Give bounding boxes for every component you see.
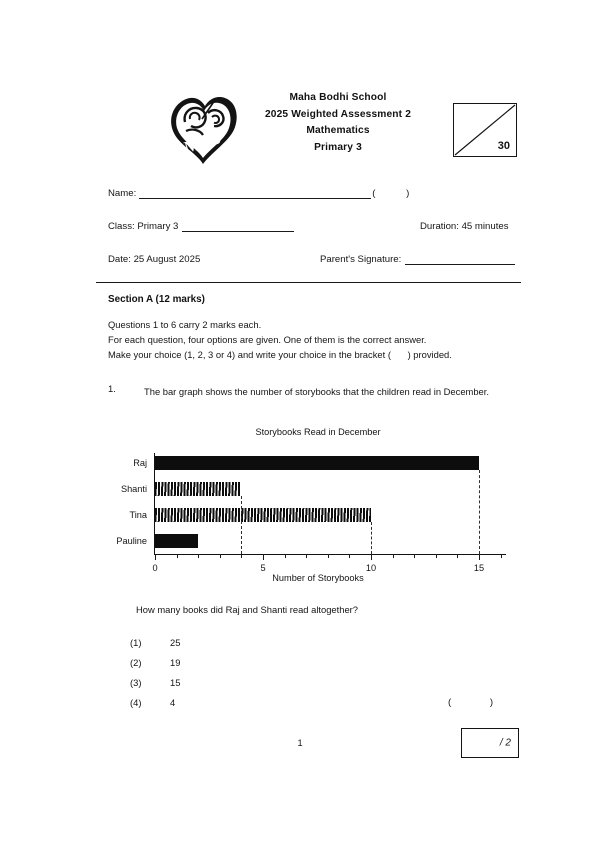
chart-plot-area [116, 453, 500, 573]
option-4-value: 4 [170, 697, 176, 708]
assessment-title: 2025 Weighted Assessment 2 [264, 108, 412, 120]
chart-tick-minor-6 [285, 554, 286, 558]
question-score-box[interactable] [461, 728, 519, 758]
instruction-line-3-before: Make your choice (1, 2, 3 or 4) and write your choice in the bracket ( [108, 349, 391, 361]
total-marks-value: 30 [497, 140, 510, 152]
chart-tick-15 [479, 554, 480, 560]
option-2[interactable] [130, 657, 530, 677]
class-label: Class: Primary 3 [108, 221, 179, 232]
option-2-number: (2) [130, 657, 142, 668]
chart-tick-minor-16 [501, 554, 502, 558]
section-a-title: Section A (12 marks) [108, 294, 205, 305]
chart-tick-minor-14 [457, 554, 458, 558]
instruction-line-3-after: ) provided. [407, 349, 452, 361]
question-1-answer-bracket[interactable]: ( ) [448, 697, 512, 708]
chart-title: Storybooks Read in December [255, 427, 381, 437]
question-1-number: 1. [108, 383, 116, 394]
chart-tick-minor-11 [393, 554, 394, 558]
chart-ticklabel-5: 5 [260, 563, 266, 573]
option-3-value: 15 [170, 677, 181, 688]
chart-bar-label-pauline: Pauline [116, 536, 147, 546]
name-row [108, 188, 423, 199]
school-name: Maha Bodhi School [289, 92, 387, 103]
chart-bar-fill-pauline [155, 534, 198, 548]
school-logo-icon [166, 86, 240, 168]
chart-bar-label-shanti: Shanti [120, 484, 147, 494]
chart-tick-10 [371, 554, 372, 560]
class-row [108, 221, 294, 232]
chart-bar-shanti [120, 482, 241, 496]
svg-text:MBS: MBS [181, 128, 223, 158]
chart-bar-pauline [116, 534, 198, 548]
parent-signature-row [320, 254, 515, 265]
class-input[interactable] [182, 221, 294, 232]
total-marks-box [453, 103, 517, 157]
chart-tick-minor-7 [306, 554, 307, 558]
chart-bar-tina [129, 508, 371, 522]
duration-text: Duration: 45 minutes [420, 221, 509, 232]
instruction-line-2: For each question, four options are given. One of them is the correct answer. [108, 334, 427, 346]
chart-tick-minor-2 [198, 554, 199, 558]
student-particulars [0, 180, 600, 276]
instruction-bracket-gap [391, 349, 408, 360]
subject-name: Mathematics [306, 125, 370, 137]
header-divider [96, 282, 521, 283]
chart-tick-minor-12 [414, 554, 415, 558]
instruction-line-3 [108, 347, 528, 362]
chart-tick-minor-8 [328, 554, 329, 558]
section-a-instructions [108, 317, 528, 363]
question-1-options [130, 637, 530, 717]
chart-tick-5 [263, 554, 264, 560]
chart-dropline-15 [479, 470, 480, 554]
chart-tick-minor-1 [177, 554, 178, 558]
chart-tick-0 [155, 554, 156, 560]
chart-dropline-4 [241, 496, 242, 554]
option-1-number: (1) [130, 637, 142, 648]
bar-chart [108, 427, 528, 587]
page-number: 1 [297, 738, 303, 748]
chart-x-axis [154, 554, 506, 555]
chart-bar-fill-raj [155, 456, 479, 470]
option-3-number: (3) [130, 677, 142, 688]
chart-ticklabel-0: 0 [152, 563, 158, 573]
option-1-value: 25 [170, 637, 181, 648]
school-heading [238, 90, 438, 156]
name-label: Name: [108, 188, 137, 199]
question-score-value: / 2 [499, 737, 511, 749]
question-1-sub-question: How many books did Raj and Shanti read altogether? [136, 604, 359, 615]
chart-tick-minor-4 [241, 554, 242, 558]
chart-bar-label-raj: Raj [133, 458, 147, 468]
option-2-value: 19 [170, 657, 181, 668]
chart-ticklabel-10: 10 [365, 563, 377, 573]
chart-dropline-10 [371, 522, 372, 554]
option-1[interactable] [130, 637, 530, 657]
chart-bar-raj [133, 456, 479, 470]
chart-bar-fill-tina [155, 508, 371, 522]
level-name: Primary 3 [314, 141, 362, 153]
name-index-bracket[interactable]: ( ) [372, 188, 424, 199]
chart-ticklabel-15: 15 [473, 563, 485, 573]
chart-tick-minor-3 [220, 554, 221, 558]
chart-bar-label-tina: Tina [129, 510, 147, 520]
option-3[interactable] [130, 677, 530, 697]
name-input[interactable] [139, 188, 371, 199]
parent-signature-input[interactable] [405, 254, 515, 265]
chart-x-axis-title: Number of Storybooks [272, 573, 364, 583]
question-1-stem: The bar graph shows the number of storybooks that the children read in December. [144, 386, 489, 397]
instruction-line-1: Questions 1 to 6 carry 2 marks each. [108, 319, 262, 330]
chart-tick-minor-9 [349, 554, 350, 558]
option-4-number: (4) [130, 697, 142, 708]
page-header [0, 0, 600, 180]
parent-signature-label: Parent's Signature: [320, 254, 402, 265]
section-a [108, 294, 528, 363]
date-text: Date: 25 August 2025 [108, 254, 201, 265]
chart-tick-minor-13 [436, 554, 437, 558]
chart-bar-fill-shanti [155, 482, 241, 496]
